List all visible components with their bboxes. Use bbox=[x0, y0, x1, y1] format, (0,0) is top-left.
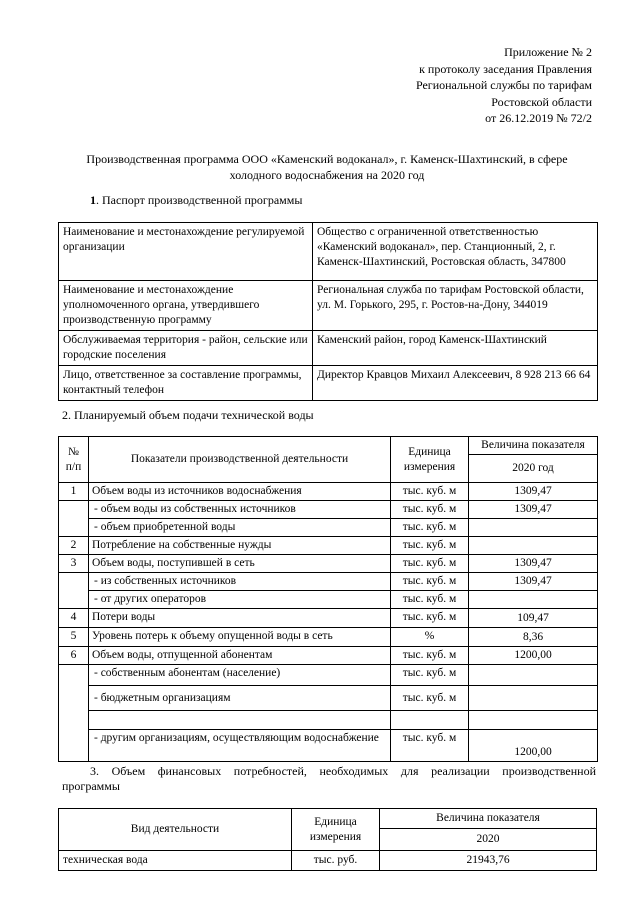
row-name bbox=[89, 711, 391, 730]
row-name: Потребление на собственные нужды bbox=[89, 537, 391, 555]
row-value bbox=[469, 519, 598, 537]
row-value bbox=[469, 591, 598, 609]
row-unit: тыс. руб. bbox=[292, 851, 380, 871]
table-row bbox=[59, 730, 598, 762]
row-unit: тыс. куб. м bbox=[391, 591, 469, 609]
header-activity: Вид деятельности bbox=[59, 809, 292, 851]
table-header-row bbox=[59, 437, 598, 455]
appendix-line: к протоколу заседания Правления bbox=[419, 61, 592, 76]
row-value: 1200,00 bbox=[469, 730, 598, 762]
passport-label: Наименование и местонахождение уполномоченного органа, утвердившего производственную программу bbox=[59, 281, 313, 331]
passport-value: Каменский район, город Каменск-Шахтинский bbox=[313, 331, 598, 366]
section2-heading: 2. Планируемый объем подачи технической воды bbox=[62, 408, 314, 422]
table-row bbox=[59, 647, 598, 665]
row-num: 4 bbox=[59, 609, 89, 628]
passport-table bbox=[58, 222, 598, 401]
row-value: 1200,00 bbox=[469, 647, 598, 665]
header-indicator: Показатели производственной деятельности bbox=[89, 437, 391, 483]
row-unit: тыс. куб. м bbox=[391, 647, 469, 665]
table-row bbox=[59, 609, 598, 628]
header-year: 2020 год bbox=[469, 455, 598, 483]
row-name: Объем воды, поступившей в сеть bbox=[89, 555, 391, 573]
row-unit: тыс. куб. м bbox=[391, 555, 469, 573]
section1-heading bbox=[90, 193, 302, 208]
table-row bbox=[59, 591, 598, 609]
appendix-line: от 26.12.2019 № 72/2 bbox=[485, 111, 592, 125]
row-name: Потери воды bbox=[89, 609, 391, 628]
section1-heading-text: . Паспорт производственной программы bbox=[96, 193, 303, 207]
appendix-line: Ростовской области bbox=[491, 94, 592, 109]
header-value: Величина показателя bbox=[380, 809, 597, 829]
row-unit: % bbox=[391, 628, 469, 647]
title-line: холодного водоснабжения на 2020 год bbox=[229, 168, 425, 182]
row-unit: тыс. куб. м bbox=[391, 730, 469, 762]
appendix-line: Приложение № 2 bbox=[504, 45, 592, 59]
row-num bbox=[59, 665, 89, 762]
table-row bbox=[59, 483, 598, 501]
row-value bbox=[469, 711, 598, 730]
table-row bbox=[59, 331, 598, 366]
section3-heading-line: 3. Объем финансовых потребностей, необходимых для реализации производственной bbox=[90, 764, 596, 778]
table-row bbox=[59, 537, 598, 555]
row-value: 1309,47 bbox=[469, 501, 598, 519]
header-num: № п/п bbox=[59, 437, 89, 483]
row-unit: тыс. куб. м bbox=[391, 686, 469, 711]
section3-heading bbox=[62, 764, 596, 794]
row-name: - бюджетным организациям bbox=[89, 686, 391, 711]
row-value: 1309,47 bbox=[469, 555, 598, 573]
row-num: 1 bbox=[59, 483, 89, 501]
table-row bbox=[59, 501, 598, 519]
document-title bbox=[58, 151, 596, 183]
title-line: Производственная программа ООО «Каменский водоканал», г. Каменск-Шахтинский, в сфере bbox=[86, 152, 568, 166]
row-value: 21943,76 bbox=[380, 851, 597, 871]
table-row bbox=[59, 711, 598, 730]
row-unit: тыс. куб. м bbox=[391, 519, 469, 537]
passport-label: Наименование и местонахождение регулируемой организации bbox=[59, 223, 313, 281]
row-unit: тыс. куб. м bbox=[391, 665, 469, 686]
row-num: 6 bbox=[59, 647, 89, 665]
passport-value: Директор Кравцов Михаил Алексеевич, 8 928 213 66 64 bbox=[313, 366, 598, 401]
header-year: 2020 bbox=[380, 829, 597, 851]
header-unit: Единица измерения bbox=[292, 809, 380, 851]
passport-value: Региональная служба по тарифам Ростовской области, ул. М. Горького, 295, г. Ростов-на-Дону, 344019 bbox=[313, 281, 598, 331]
row-unit: тыс. куб. м bbox=[391, 483, 469, 501]
table-row bbox=[59, 366, 598, 401]
row-name: - объем приобретенной воды bbox=[89, 519, 391, 537]
row-num bbox=[59, 573, 89, 609]
row-unit: тыс. куб. м bbox=[391, 573, 469, 591]
table-row bbox=[59, 628, 598, 647]
appendix-line: Региональной службы по тарифам bbox=[415, 78, 592, 92]
table-header-row bbox=[59, 809, 597, 829]
row-unit: тыс. куб. м bbox=[391, 537, 469, 555]
row-value bbox=[469, 537, 598, 555]
appendix-header bbox=[416, 44, 592, 127]
row-unit: тыс. куб. м bbox=[391, 609, 469, 628]
table-row bbox=[59, 573, 598, 591]
row-name: - из собственных источников bbox=[89, 573, 391, 591]
table-row bbox=[59, 851, 597, 871]
header-unit: Единица измерения bbox=[391, 437, 469, 483]
row-value: 1309,47 bbox=[469, 483, 598, 501]
row-value: 8,36 bbox=[469, 628, 598, 647]
row-value: 1309,47 bbox=[469, 573, 598, 591]
table-row bbox=[59, 686, 598, 711]
row-name: Объем воды из источников водоснабжения bbox=[89, 483, 391, 501]
passport-label: Лицо, ответственное за составление программы, контактный телефон bbox=[59, 366, 313, 401]
row-unit bbox=[391, 711, 469, 730]
section1-number: 1 bbox=[90, 193, 96, 207]
table-row bbox=[59, 223, 598, 281]
row-unit: тыс. куб. м bbox=[391, 501, 469, 519]
row-value bbox=[469, 686, 598, 711]
passport-label: Обслуживаемая территория - район, сельские или городские поселения bbox=[59, 331, 313, 366]
row-activity: техническая вода bbox=[59, 851, 292, 871]
passport-value: Общество с ограниченной ответственностью «Каменский водоканал», пер. Станционный, 2, г. Каменск-Шахтинский, Ростовская область, 347800 bbox=[313, 223, 598, 281]
table-row bbox=[59, 665, 598, 686]
table-row bbox=[59, 555, 598, 573]
row-name: - другим организациям, осуществляющим водоснабжение bbox=[89, 730, 391, 762]
section3-heading-line: программы bbox=[62, 779, 120, 793]
row-num: 5 bbox=[59, 628, 89, 647]
financial-needs-table bbox=[58, 808, 597, 871]
row-name: Объем воды, отпущенной абонентам bbox=[89, 647, 391, 665]
row-name: Уровень потерь к объему опущенной воды в сеть bbox=[89, 628, 391, 647]
row-num: 3 bbox=[59, 555, 89, 573]
row-num: 2 bbox=[59, 537, 89, 555]
row-num bbox=[59, 501, 89, 537]
table-row bbox=[59, 519, 598, 537]
header-value: Величина показателя bbox=[469, 437, 598, 455]
row-name: - объем воды из собственных источников bbox=[89, 501, 391, 519]
row-value: 109,47 bbox=[469, 609, 598, 628]
table-row bbox=[59, 281, 598, 331]
row-value bbox=[469, 665, 598, 686]
row-name: - собственным абонентам (население) bbox=[89, 665, 391, 686]
water-volume-table bbox=[58, 436, 598, 762]
row-name: - от других операторов bbox=[89, 591, 391, 609]
